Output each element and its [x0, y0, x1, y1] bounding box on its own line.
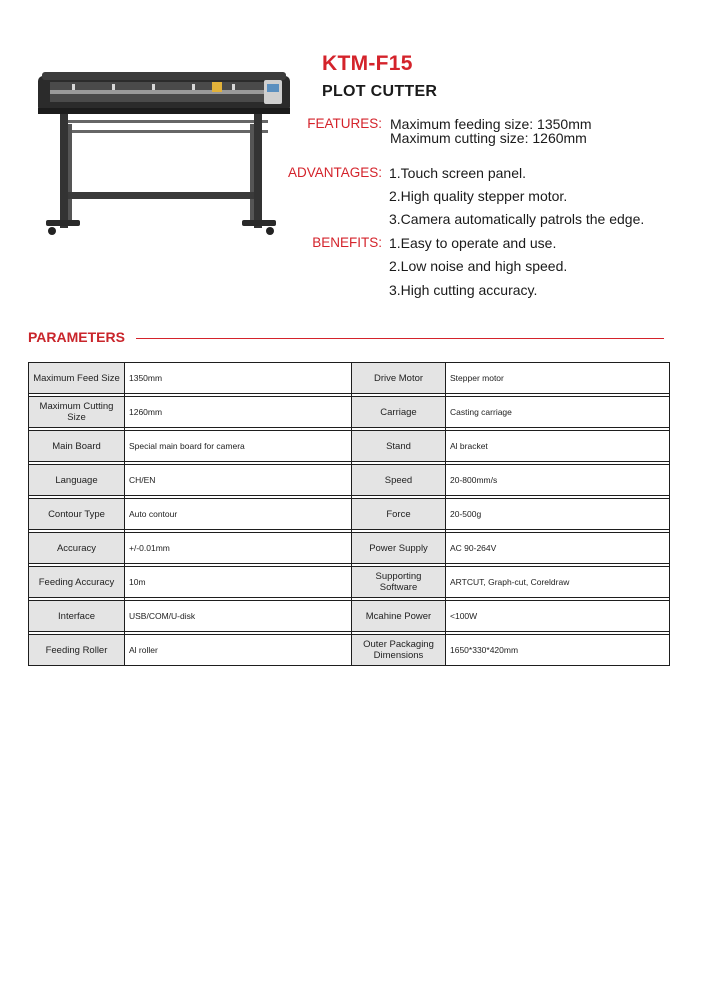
advantages-label: ADVANTAGES: — [287, 165, 382, 180]
advantages-line: 1.Touch screen panel. — [389, 165, 526, 181]
table-row — [29, 363, 670, 394]
table-row — [29, 397, 670, 428]
param-label: Main Board — [29, 431, 125, 462]
param-value: AC 90-264V — [446, 533, 670, 564]
param-value: Al roller — [125, 635, 352, 666]
advantages-line: 2.High quality stepper motor. — [389, 188, 568, 204]
param-label: Supporting Software — [352, 567, 446, 598]
param-value: Stepper motor — [446, 363, 670, 394]
table-row — [29, 533, 670, 564]
features-label: FEATURES: — [307, 116, 382, 131]
param-label: Contour Type — [29, 499, 125, 530]
product-title: KTM-F15 — [322, 52, 413, 75]
param-value: ARTCUT, Graph-cut, Coreldraw — [446, 567, 670, 598]
param-label: Speed — [352, 465, 446, 496]
param-label: Stand — [352, 431, 446, 462]
table-row — [29, 567, 670, 598]
param-label: Maximum Feed Size — [29, 363, 125, 394]
param-value: <100W — [446, 601, 670, 632]
table-row — [29, 465, 670, 496]
param-value: 20-500g — [446, 499, 670, 530]
param-label: Feeding Accuracy — [29, 567, 125, 598]
product-subtitle: PLOT CUTTER — [322, 83, 438, 100]
param-label: Outer Packaging Dimensions — [352, 635, 446, 666]
param-value: +/-0.01mm — [125, 533, 352, 564]
plot-cutter-image — [32, 68, 294, 243]
benefits-line: 2.Low noise and high speed. — [389, 258, 568, 274]
param-value: Special main board for camera — [125, 431, 352, 462]
parameters-divider — [136, 338, 664, 339]
benefits-label: BENEFITS: — [312, 235, 382, 250]
param-label: Feeding Roller — [29, 635, 125, 666]
features-line: Maximum cutting size: 1260mm — [390, 130, 587, 146]
table-row — [29, 601, 670, 632]
param-value: Al bracket — [446, 431, 670, 462]
param-value: 1350mm — [125, 363, 352, 394]
param-value: 10m — [125, 567, 352, 598]
benefits-line: 1.Easy to operate and use. — [389, 235, 557, 251]
param-label: Force — [352, 499, 446, 530]
param-label: Carriage — [352, 397, 446, 428]
table-row — [29, 635, 670, 666]
benefits-line: 3.High cutting accuracy. — [389, 282, 538, 298]
param-value: USB/COM/U-disk — [125, 601, 352, 632]
param-value: 1650*330*420mm — [446, 635, 670, 666]
param-label: Language — [29, 465, 125, 496]
features-line: Maximum feeding size: 1350mm — [390, 116, 592, 132]
parameters-title: PARAMETERS — [28, 329, 125, 345]
param-label: Maximum Cutting Size — [29, 397, 125, 428]
param-value: Auto contour — [125, 499, 352, 530]
param-label: Mcahine Power — [352, 601, 446, 632]
param-value: 1260mm — [125, 397, 352, 428]
table-row — [29, 431, 670, 462]
parameters-table — [28, 362, 670, 666]
table-row — [29, 499, 670, 530]
param-label: Drive Motor — [352, 363, 446, 394]
param-label: Accuracy — [29, 533, 125, 564]
param-value: 20-800mm/s — [446, 465, 670, 496]
param-label: Interface — [29, 601, 125, 632]
param-value: Casting carriage — [446, 397, 670, 428]
param-value: CH/EN — [125, 465, 352, 496]
advantages-line: 3.Camera automatically patrols the edge. — [389, 211, 645, 227]
param-label: Power Supply — [352, 533, 446, 564]
